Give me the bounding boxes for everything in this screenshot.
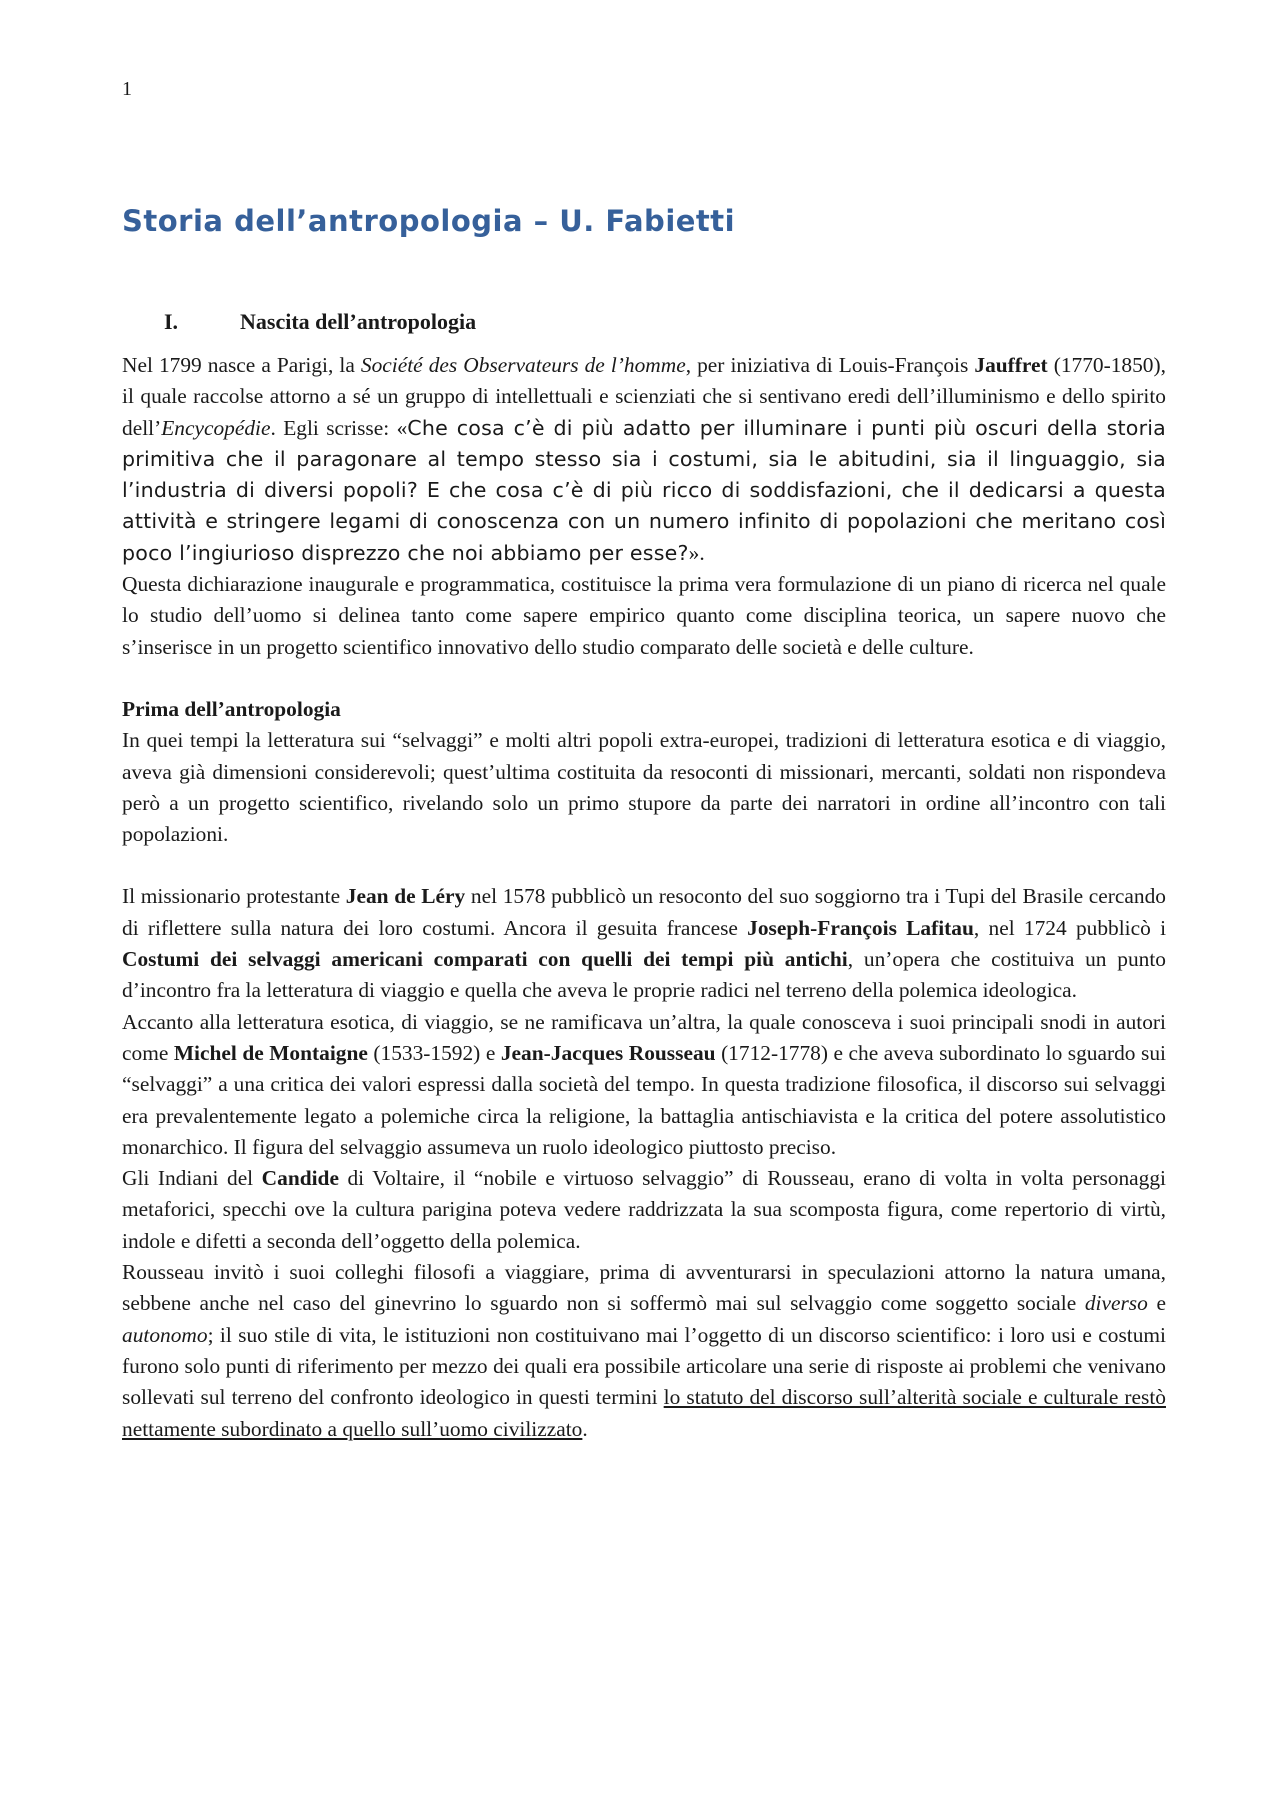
- section-title: Nascita dell’antropologia: [240, 309, 477, 334]
- italic-diverso: diverso: [1084, 1291, 1148, 1316]
- paragraph-declaration: Questa dichiarazione inaugurale e programmatica, costituisce la prima vera formulazione di un piano di ricerca nel quale lo studio dell’uomo si delinea tanto come sapere empirico quanto come disciplina teorica, un sapere nuovo che s’inserisce in un progetto scientifico innovativo dello studio comparato delle società e delle culture.: [122, 572, 1166, 659]
- text-run: , un’opera che costituiva un punto d’incontro fra la letteratura di viaggio e quella che aveva le proprie radici nel terreno della polemica ideologica.: [122, 947, 1166, 1003]
- italic-autonomo: autonomo: [122, 1322, 208, 1347]
- document-body: [122, 350, 1166, 1445]
- spacer: [122, 663, 1166, 694]
- text-run: nel 1578 pubblicò un resoconto del suo soggiorno tra i Tupi del Brasile cercando di riflettere sulla natura dei loro costumi. Ancora il gesuita francese: [122, 884, 1166, 940]
- paragraph-candide: [122, 1163, 1166, 1257]
- paragraph-missionaries: [122, 881, 1166, 1006]
- text-run: Gli Indiani del: [122, 1166, 262, 1191]
- paragraph-philosophers: [122, 1007, 1166, 1163]
- document-title: Storia dell’antropologia – U. Fabietti: [122, 204, 736, 238]
- bold-book-title: Costumi dei selvaggi americani comparati con quelli dei tempi più antichi: [122, 947, 848, 972]
- text-run: , nel 1724 pubblicò i: [973, 915, 1167, 940]
- paragraph-rousseau: [122, 1257, 1166, 1445]
- italic-society-name: Société des Observateurs de l’homme: [360, 353, 686, 377]
- text-run: Nel 1799 nasce a Parigi, la: [122, 353, 361, 377]
- text-run: (1533-1592) e: [367, 1040, 501, 1065]
- text-run: .: [582, 1416, 588, 1441]
- text-run: Accanto alla letteratura esotica, di viaggio, se ne ramificava un’altra, la quale conosceva i suoi principali snodi in autori come: [122, 1009, 1166, 1065]
- paragraph-literature: In quei tempi la letteratura sui “selvaggi” e molti altri popoli extra-europei, tradizioni di letteratura esotica e di viaggio, aveva già dimensioni considerevoli; quest’ultima costituita da resoconti di missionari, mercanti, soldati non rispondeva però a un progetto scientifico, rivelando solo un primo stupore da parte dei narratori in ordine all’incontro con tali popolazioni.: [122, 728, 1166, 847]
- section-heading: [164, 309, 476, 335]
- text-run: . Egli scrisse: «: [270, 415, 408, 440]
- text-run: , per iniziativa di Louis-François: [685, 353, 975, 377]
- text-run: ; il suo stile di vita, le istituzioni non costituivano mai l’oggetto di un discorso scientifico: i loro usi e costumi furono solo punti di riferimento per mezzo dei quali era possibile articolare una serie di risposte ai problemi che venivano sollevati sul terreno del confronto ideologico in questi termini: [122, 1322, 1166, 1410]
- text-run: ».: [688, 540, 705, 565]
- bold-name-rousseau: Jean-Jacques Rousseau: [500, 1040, 716, 1065]
- bold-name-lery: Jean de Léry: [345, 884, 466, 909]
- section-number: I.: [164, 309, 179, 334]
- underlined-statement: lo statuto del discorso sull’alterità sociale e culturale restò nettamente subordinato a quello sull’uomo civilizzato: [122, 1385, 1166, 1441]
- bold-name-lafitau: Joseph-François Lafitau: [747, 915, 974, 940]
- subheading: Prima dell’antropologia: [122, 696, 341, 721]
- bold-name-montaigne: Michel de Montaigne: [173, 1040, 368, 1065]
- text-run: (1770-1850), il quale raccolse attorno a sé un gruppo di intellettuali e scienziati che si sentivano eredi dell’illuminismo e dello spirito dell’: [122, 353, 1166, 440]
- text-run: Rousseau invitò i suoi colleghi filosofi a viaggiare, prima di avventurarsi in speculazioni attorno la natura umana, sebbene anche nel caso del ginevrino lo sguardo non si soffermò mai sul selvaggio come soggetto sociale: [122, 1260, 1166, 1316]
- italic-encycopedie: Encycopédie: [161, 415, 271, 440]
- paragraph-intro: [122, 350, 1166, 569]
- text-run: di Voltaire, il “nobile e virtuoso selvaggio” di Rousseau, erano di volta in volta personaggi metaforici, specchi ove la cultura parigina poteva vedere raddrizzata la sua scomposta figura, come repertorio di virtù, indole e difetti a seconda dell’oggetto della polemica.: [122, 1166, 1166, 1253]
- text-run: Il missionario protestante: [122, 884, 346, 909]
- bold-candide: Candide: [261, 1166, 339, 1191]
- text-run: e: [1147, 1291, 1166, 1316]
- spacer: [122, 850, 1166, 881]
- text-run: (1712-1778) e che aveva subordinato lo sguardo sui “selvaggi” a una critica dei valori espressi dalla società del tempo. In questa tradizione filosofica, il discorso sui selvaggi era prevalentemente legato a polemiche circa la religione, la battaglia antischiavista e la critica del potere assolutistico monarchico. Il figura del selvaggio assumeva un ruolo ideologico piuttosto preciso.: [122, 1040, 1166, 1159]
- page-number: 1: [122, 78, 132, 100]
- bold-name-jauffret: Jauffret: [974, 353, 1048, 377]
- block-quote: Che cosa c’è di più adatto per illuminare i punti più oscuri della storia primitiva che il paragonare al tempo stesso sia i costumi, sia le abitudini, sia il linguaggio, sia l’industria di diversi popoli? E che cosa c’è di più ricco di soddisfazioni, che il dedicarsi a questa attività e stringere legami di conoscenza con un numero infinito di popolazioni che meritano così poco l’ingiurioso disprezzo che noi abbiamo per esse?: [122, 415, 1166, 565]
